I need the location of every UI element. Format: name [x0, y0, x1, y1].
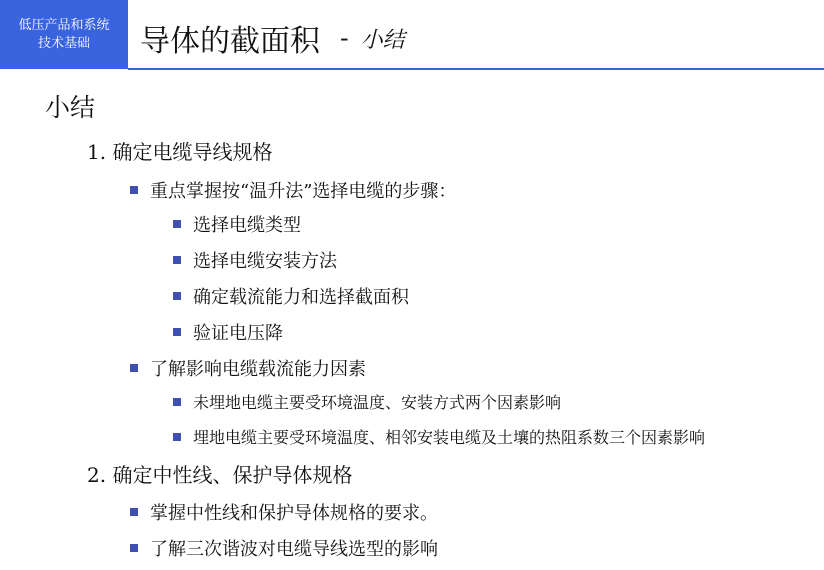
square-bullet-icon — [130, 544, 138, 552]
square-bullet-icon — [173, 398, 181, 406]
list-item — [173, 247, 337, 273]
square-bullet-icon — [130, 364, 138, 372]
list-item-text: 掌握中性线和保护导体规格的要求。 — [150, 503, 438, 524]
square-bullet-icon — [173, 220, 181, 228]
badge-line-2: 技术基础 — [37, 35, 90, 51]
slide-title — [140, 18, 405, 58]
list-item-text: 验证电压降 — [193, 323, 283, 344]
square-bullet-icon — [130, 508, 138, 516]
square-bullet-icon — [173, 256, 181, 264]
list-item — [130, 535, 438, 561]
list-item-text: 确定载流能力和选择截面积 — [193, 287, 409, 308]
square-bullet-icon — [130, 186, 138, 194]
square-bullet-icon — [173, 328, 181, 336]
list-item-text: 埋地电缆主要受环境温度、相邻安装电缆及土壤的热阻系数三个因素影响 — [193, 428, 706, 447]
list-item-text: 了解影响电缆载流能力因素 — [150, 359, 366, 380]
page-title: 导体的截面积 — [140, 24, 320, 59]
section-1-label: 1. 确定电缆导线规格 — [87, 140, 273, 164]
list-item — [130, 499, 438, 525]
list-item-text: 未埋地电缆主要受环境温度、安装方式两个因素影响 — [193, 393, 562, 412]
list-item — [173, 283, 409, 309]
list-item — [130, 355, 366, 381]
badge-line-1: 低压产品和系统 — [18, 17, 110, 33]
list-item — [130, 177, 456, 203]
section-heading: 小结 — [45, 93, 96, 122]
list-item — [173, 425, 705, 448]
page-subtitle: 小结 — [360, 27, 405, 53]
list-item — [173, 390, 561, 413]
section-2-label: 2. 确定中性线、保护导体规格 — [87, 463, 353, 487]
list-item-text: 重点掌握按“温升法”选择电缆的步骤： — [150, 181, 457, 202]
square-bullet-icon — [173, 292, 181, 300]
list-item-text: 选择电缆安装方法 — [193, 251, 337, 272]
title-separator: - — [340, 24, 349, 52]
course-badge — [0, 0, 128, 69]
list-item — [173, 319, 283, 345]
title-divider — [128, 68, 824, 70]
list-item-text: 了解三次谐波对电缆导线选型的影响 — [150, 539, 438, 560]
list-item — [173, 211, 301, 237]
square-bullet-icon — [173, 433, 181, 441]
list-item-text: 选择电缆类型 — [193, 215, 301, 236]
